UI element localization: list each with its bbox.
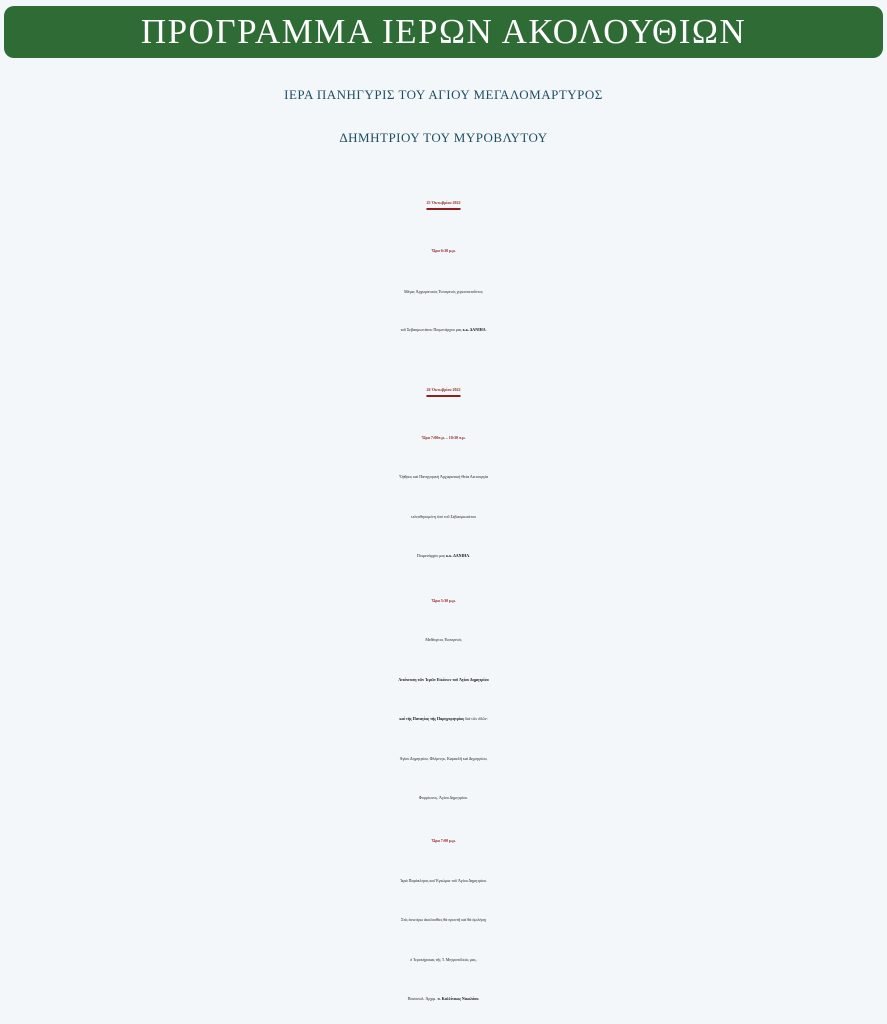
day2-service1-line3-end: .: [469, 553, 471, 558]
day1-date: 25 Ὀκτωβρίου 2022: [426, 200, 461, 205]
day1-line2-text: τοῦ Σεβασμιωτάτου Ποιμενάρχου μας: [400, 327, 463, 332]
day2-service2-line2: [0, 663, 887, 697]
day2-service2-line3: [0, 702, 887, 736]
day2-service2-line5: Φορμίωνος, Ἁγίου Δημητρίου.: [418, 795, 469, 800]
day2-service3-line2: Στίς ἀνωτέρω ἀκολουθίες θά προστῆ καί θά ὁμιλήσῃ: [401, 917, 486, 922]
day2-date: 26 Ὀκτωβρίου 2022: [426, 387, 461, 392]
day2-service1-line2: τελεσθησομένη ὑπό τοῦ Σεβασμιωτάτου: [411, 514, 476, 519]
day1-date-row: [0, 186, 887, 220]
day2-service2-time-row: [0, 584, 887, 618]
day2-service3-line1: Ἱερά Παράκλησις καί Ἐγκώμια τοῦ Ἁγίου Δημητρίου.: [399, 878, 488, 883]
day2-service1-line1: Ὄρθρος καί Πανηγυρική Ἀρχιερατική Θεία Λειτουργία: [398, 474, 489, 479]
feast-subtitle-line2: ΔΗΜΗΤΡΙΟΥ ΤΟΥ ΜΥΡΟΒΛΥΤΟΥ: [339, 130, 548, 145]
day2-service1-line3-text: Ποιμενάρχου μας: [416, 553, 447, 558]
feast-subtitle-line1: ΙΕΡΑ ΠΑΝΗΓΥΡΙΣ ΤΟΥ ΑΓΙΟΥ ΜΕΓΑΛΟΜΑΡΤΥΡΟΣ: [284, 87, 603, 102]
preacher-name: π. Καλλίνικος Νικολάου: [437, 996, 479, 1001]
day2-bishop-name: κ.κ. ΔΑΝΙΗΛ: [446, 553, 470, 558]
day1-line2-end: .: [485, 327, 487, 332]
day1-bishop-name: κ.κ. ΔΑΝΙΗΛ: [462, 327, 486, 332]
procession-title-cont: καί τῆς Παναγίας τῆς Παρηγορητρίας: [399, 716, 465, 721]
day2-service2-time: Ὥρα 5:30 μ.μ.: [431, 598, 456, 603]
preacher-title: Πανοσιολ. Ἀρχιμ.: [407, 996, 438, 1001]
day2-service3-time: Ὥρα 7:00 μ.μ.: [431, 838, 456, 843]
day2-service2-line4: Ἁγίου Δημητρίου, Φλέμινγκ, Καραολῆ καί Δημητρίου,: [399, 756, 488, 761]
day2-service3-line4: [0, 982, 887, 1016]
procession-route-intro: διά τῶν ὁδῶν:: [464, 716, 488, 721]
day2-service1-line3: [0, 539, 887, 573]
page-title: ΠΡΟΓΡΑΜΜΑ ΙΕΡΩΝ ΑΚΟΛΟΥΘΙΩΝ: [140, 12, 747, 51]
day1-line1: Μέγας Ἀρχιερατικός Ἑσπερινός χοροστατοῦντος: [404, 289, 483, 294]
day2-service3-line4-end: .: [478, 996, 480, 1001]
day2-date-row: [0, 373, 887, 407]
day2-service3-time-row: [0, 824, 887, 858]
day2-service1-time: Ὥρα 7:00π.μ. – 10:30 π.μ.: [421, 435, 466, 440]
day2-service1-time-row: [0, 421, 887, 455]
title-banner: [4, 6, 883, 58]
day1-time: Ὥρα 6:30 μ.μ.: [431, 248, 456, 253]
day1-time-row: [0, 234, 887, 268]
day2-service2-line1: Μεθέορτος Ἑσπερινός: [425, 637, 462, 642]
day2-service3-line3: ὁ Ἱεροκήρυκας τῆς Ἱ. Μητροπόλεώς μας,: [410, 957, 477, 962]
procession-title: Λιτάνευση τῶν Ἱερῶν Εἰκόνων τοῦ Ἁγίου Δημητρίου: [398, 677, 489, 682]
day1-line2: [0, 313, 887, 347]
